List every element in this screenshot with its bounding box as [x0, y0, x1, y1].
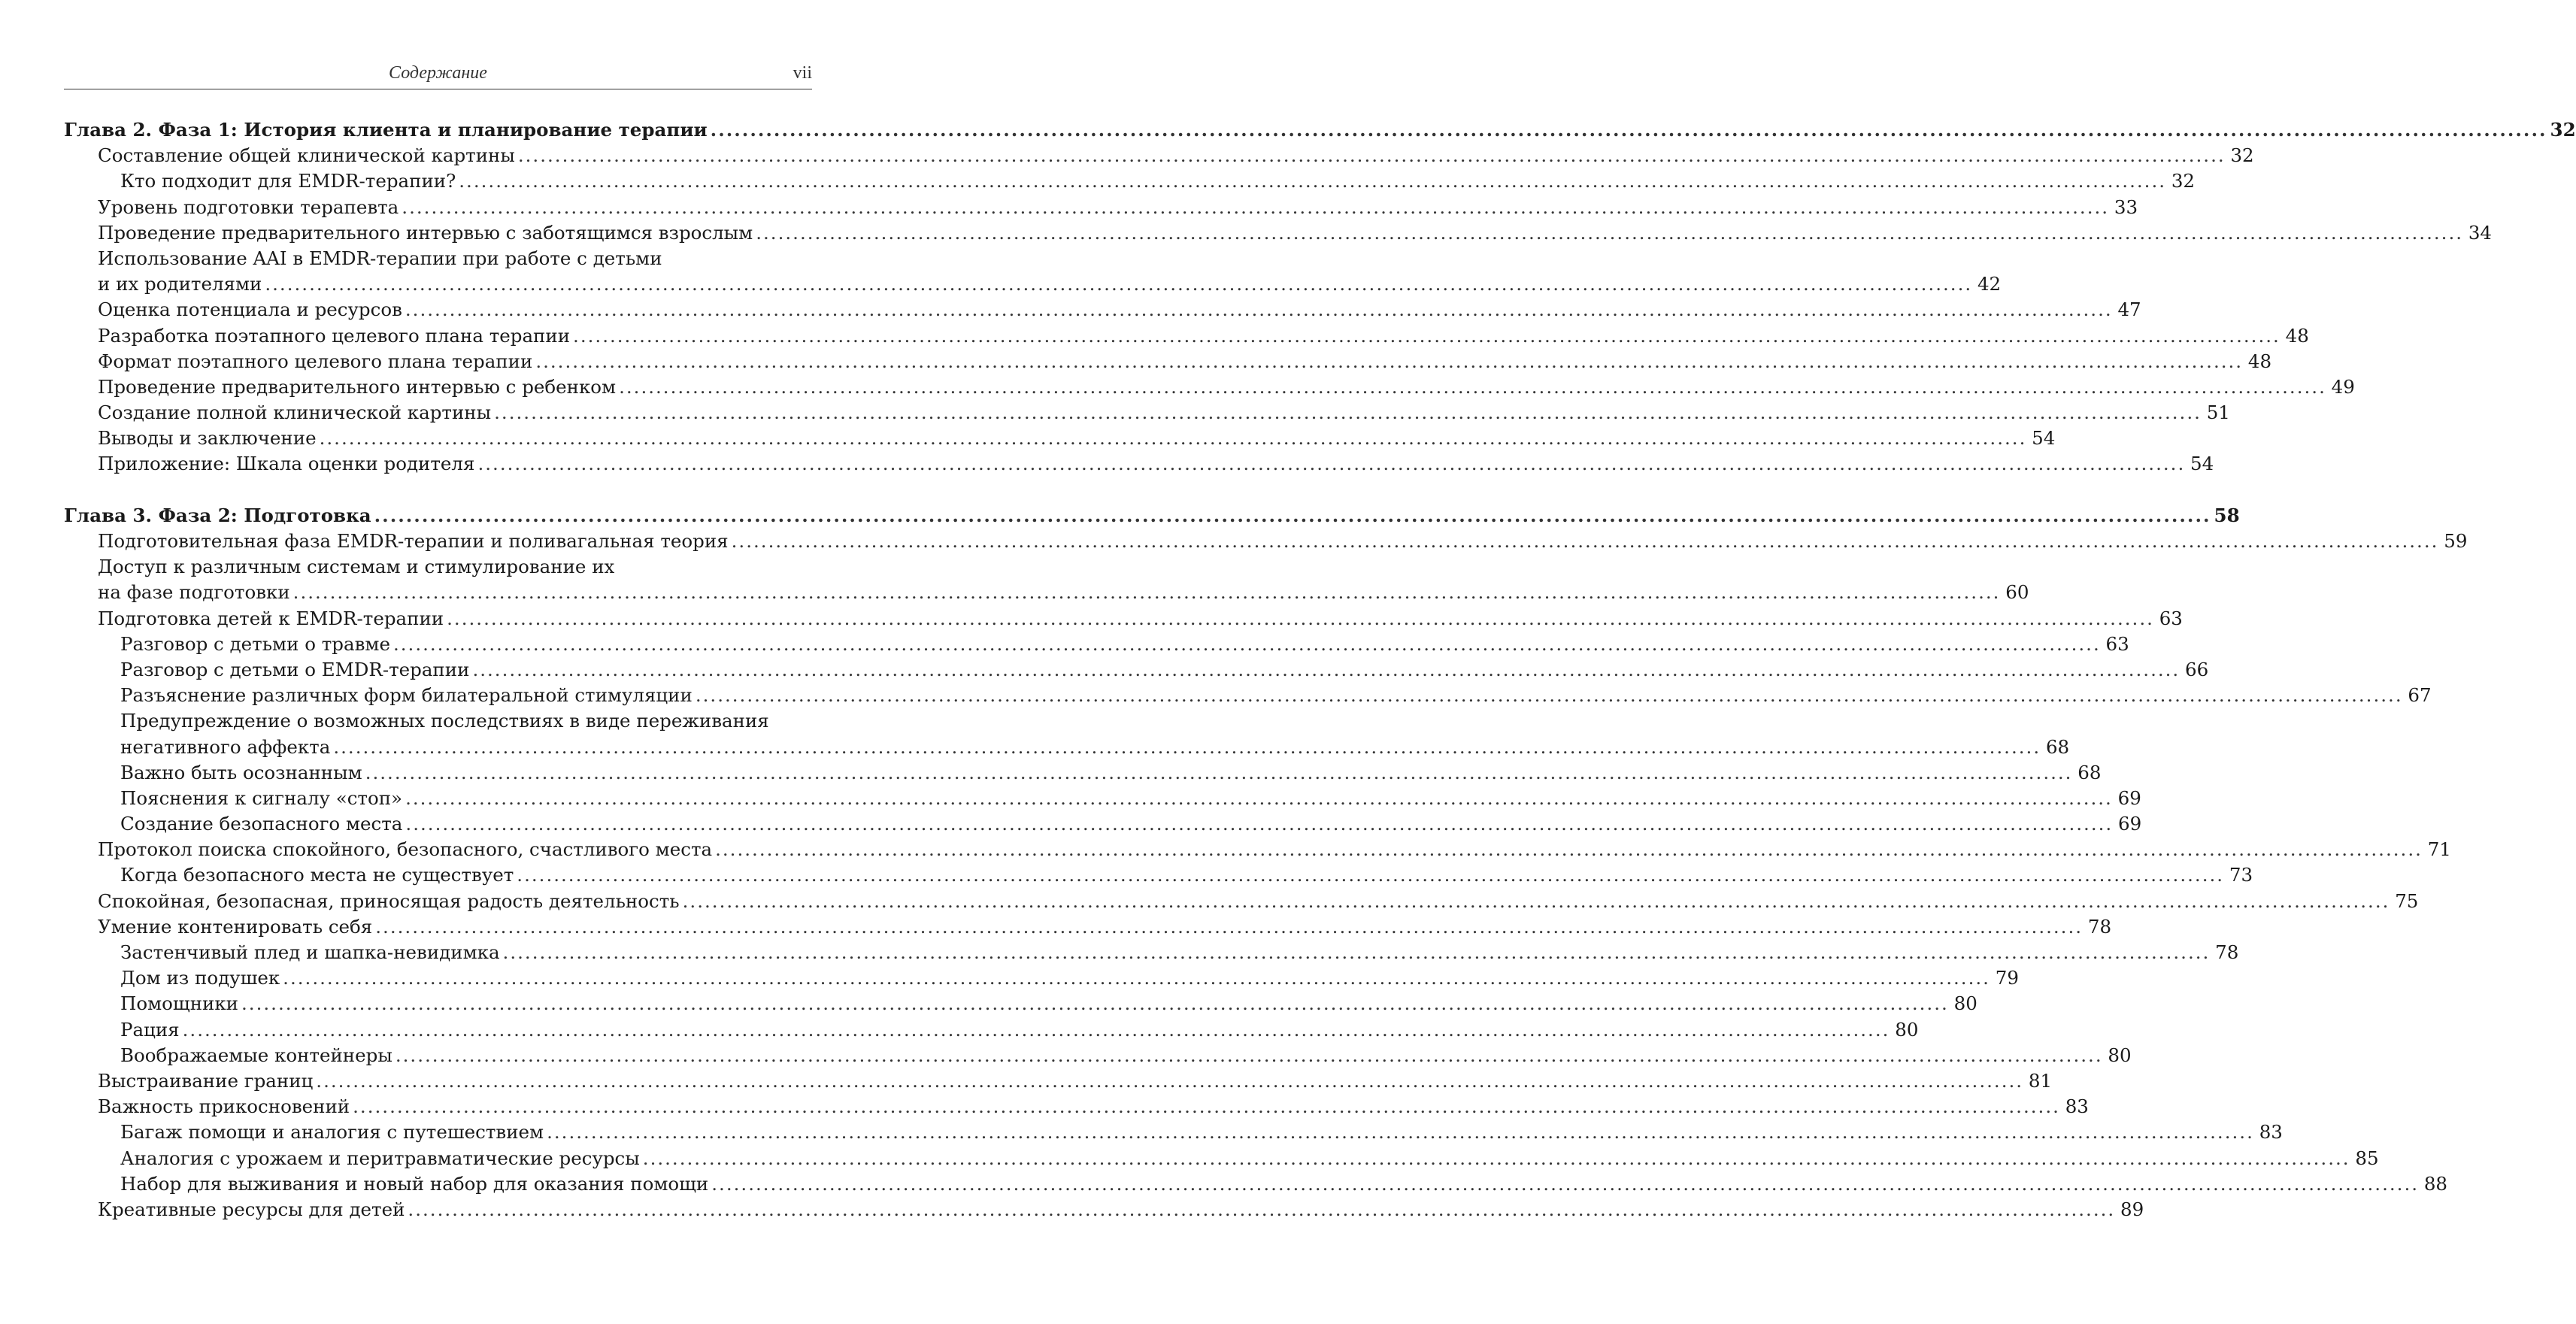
toc-entry-title: Составление общей клинической картины	[98, 144, 515, 167]
toc-entry[interactable]	[64, 529, 2468, 554]
dot-leader	[393, 632, 2101, 657]
toc-entry-page: 47	[2117, 298, 2141, 321]
toc-entry-title: Использование AAI в EMDR-терапии при работе с детьми	[98, 247, 662, 269]
dot-leader	[477, 451, 2185, 477]
dot-leader	[715, 837, 2423, 862]
toc-entry-title: Багаж помощи и аналогия с путешествием	[120, 1121, 544, 1144]
toc-entry-page: 81	[2028, 1069, 2053, 1092]
toc-entry-title: Разработка поэтапного целевого плана терапии	[98, 324, 571, 347]
toc-entry[interactable]	[64, 580, 2029, 605]
dot-leader	[293, 580, 2001, 605]
toc-entry-page: 32	[2171, 170, 2196, 192]
dot-leader	[619, 374, 2326, 400]
toc-entry[interactable]	[64, 1017, 1919, 1043]
toc-entry-title: Набор для выживания и новый набор для оказания помощи	[120, 1172, 709, 1195]
toc-entry[interactable]	[64, 349, 2272, 374]
running-title: Содержание	[389, 63, 487, 83]
toc-entry-page: 42	[1977, 273, 2002, 295]
toc-entry[interactable]	[64, 1146, 2379, 1171]
dot-leader	[494, 400, 2202, 426]
toc-entry[interactable]	[64, 1068, 2053, 1094]
toc-entry[interactable]	[64, 1119, 2283, 1145]
dot-leader	[518, 143, 2226, 168]
toc-entry[interactable]	[64, 735, 2070, 760]
toc-entry-page: 75	[2395, 889, 2419, 912]
dot-leader	[241, 991, 1949, 1016]
toc-entry-title: Помощники	[120, 992, 239, 1015]
toc-entry-title: Выводы и заключение	[98, 427, 317, 450]
toc-entry[interactable]	[64, 143, 2254, 168]
toc-entry-title: Выстраивание границ	[98, 1069, 314, 1092]
table-of-contents	[64, 117, 2576, 1223]
toc-entry-title: Пояснения к сигналу «стоп»	[120, 786, 403, 809]
dot-leader	[517, 862, 2224, 888]
dot-leader	[535, 349, 2243, 374]
toc-entry-title: на фазе подготовки	[98, 581, 290, 604]
toc-entry-title: Кто подходит для EMDR-терапии?	[120, 170, 456, 192]
toc-entry-page: 63	[2159, 607, 2183, 629]
dot-leader	[183, 1017, 1890, 1043]
dot-leader	[365, 760, 2073, 786]
toc-entry[interactable]	[64, 323, 2309, 349]
dot-leader	[573, 323, 2281, 349]
toc-entry-title: негативного аффекта	[120, 735, 331, 758]
toc-entry-title: Разговор с детьми о травме	[120, 632, 390, 655]
toc-entry-title: Важно быть осознанным	[120, 761, 362, 783]
dot-leader	[405, 297, 2113, 323]
dot-leader	[547, 1119, 2254, 1145]
toc-entry[interactable]	[64, 683, 2432, 708]
toc-entry-page: 68	[2077, 761, 2102, 783]
dot-leader	[405, 811, 2113, 837]
toc-entry-title: Приложение: Шкала оценки родителя	[98, 453, 475, 475]
toc-entry[interactable]	[64, 1197, 2144, 1223]
toc-entry-first-line	[64, 554, 783, 580]
toc-entry-title: Подготовка детей к EMDR-терапии	[98, 607, 444, 629]
toc-entry-title: Проведение предварительного интервью с ребенком	[98, 375, 617, 398]
toc-entry-title: Подготовительная фаза EMDR-терапии и поливагальная теория	[98, 530, 729, 552]
dot-leader	[333, 735, 2041, 760]
toc-entry[interactable]	[64, 940, 2239, 965]
toc-entry-page: 83	[2065, 1095, 2089, 1118]
toc-entry-page: 54	[2190, 453, 2214, 475]
toc-entry-page: 48	[2247, 350, 2272, 372]
toc-entry[interactable]	[64, 168, 2196, 194]
toc-entry-title: Создание полной клинической картины	[98, 401, 492, 424]
dot-leader	[374, 503, 2211, 529]
toc-entry-page: 83	[2259, 1121, 2283, 1144]
toc-entry-page: 79	[1995, 967, 2019, 989]
toc-entry[interactable]	[64, 862, 2253, 888]
toc-entry-page: 78	[2087, 915, 2112, 938]
toc-entry[interactable]	[64, 786, 2141, 811]
dot-leader	[316, 1068, 2023, 1094]
toc-entry-page: 85	[2355, 1147, 2379, 1169]
toc-entry[interactable]	[64, 271, 2002, 297]
toc-entry-page: 32	[2550, 119, 2576, 141]
dot-leader	[405, 786, 2113, 811]
toc-entry-title: Предупреждение о возможных последствиях в виде переживания	[120, 710, 769, 732]
toc-entry-title: Умение контенировать себя	[98, 915, 373, 938]
dot-leader	[711, 117, 2547, 143]
toc-entry-page: 69	[2118, 813, 2142, 835]
toc-entry-title: Когда безопасного места не существует	[120, 864, 514, 886]
toc-entry-title: и их родителями	[98, 273, 262, 295]
toc-entry-title: Проведение предварительного интервью с заботящимся взрослым	[98, 221, 753, 244]
dot-leader	[472, 657, 2180, 683]
toc-entry-page: 66	[2185, 658, 2209, 680]
toc-entry[interactable]	[64, 451, 2214, 477]
toc-entry[interactable]	[64, 1094, 2089, 1119]
toc-entry[interactable]	[64, 632, 2129, 657]
toc-entry-title: Формат поэтапного целевого плана терапии	[98, 350, 533, 372]
dot-leader	[643, 1146, 2350, 1171]
toc-entry-page: 33	[2114, 195, 2138, 218]
dot-leader	[408, 1197, 2115, 1223]
toc-entry[interactable]	[64, 1171, 2448, 1197]
toc-entry-page: 80	[2108, 1044, 2132, 1066]
toc-entry-page: 89	[2120, 1198, 2144, 1220]
dot-leader	[320, 426, 2027, 451]
dot-leader	[265, 271, 1972, 297]
toc-entry-page: 69	[2117, 786, 2141, 809]
dot-leader	[395, 1043, 2103, 1068]
toc-entry-title: Доступ к различным системам и стимулирование их	[98, 556, 615, 578]
toc-entry[interactable]	[64, 811, 2142, 837]
toc-entry-title: Создание безопасного места	[120, 813, 403, 835]
toc-entry-title: Протокол поиска спокойного, безопасного, счастливого места	[98, 838, 713, 861]
toc-chapter-entry[interactable]	[64, 117, 2576, 143]
dot-leader	[283, 965, 1990, 991]
toc-entry[interactable]	[64, 374, 2355, 400]
toc-entry-page: 54	[2032, 427, 2056, 450]
toc-entry-first-line	[64, 708, 783, 734]
toc-entry-page: 63	[2105, 632, 2129, 655]
toc-entry[interactable]	[64, 1043, 2132, 1068]
toc-entry-title: Важность прикосновений	[98, 1095, 350, 1118]
toc-entry[interactable]	[64, 297, 2141, 323]
toc-entry-page: 58	[2214, 504, 2240, 526]
toc-entry[interactable]	[64, 889, 2419, 914]
toc-entry-page: 80	[1895, 1018, 1919, 1041]
toc-entry[interactable]	[64, 426, 2056, 451]
toc-entry[interactable]	[64, 195, 2138, 220]
dot-leader	[402, 195, 2109, 220]
toc-entry-title: Воображаемые контейнеры	[120, 1044, 392, 1066]
toc-entry-first-line	[64, 246, 783, 271]
running-header	[64, 59, 812, 89]
toc-chapter-entry[interactable]	[64, 503, 2240, 529]
toc-entry-title: Застенчивый плед и шапка-невидимка	[120, 941, 500, 963]
toc-entry-page: 48	[2285, 324, 2309, 347]
toc-entry-title: Глава 2. Фаза 1: История клиента и планирование терапии	[64, 119, 708, 141]
toc-entry[interactable]	[64, 400, 2230, 426]
toc-entry-page: 34	[2468, 221, 2493, 244]
dot-leader	[683, 889, 2390, 914]
dot-leader	[503, 940, 2211, 965]
toc-entry-page: 68	[2045, 735, 2070, 758]
toc-entry-page: 59	[2444, 530, 2468, 552]
toc-entry-title: Спокойная, безопасная, приносящая радость деятельность	[98, 889, 680, 912]
toc-entry-page: 49	[2331, 375, 2355, 398]
toc-entry[interactable]	[64, 991, 1977, 1016]
dot-leader	[375, 914, 2083, 940]
toc-entry-page: 78	[2215, 941, 2239, 963]
toc-entry-page: 88	[2423, 1172, 2448, 1195]
toc-entry-page: 71	[2427, 838, 2451, 861]
toc-entry[interactable]	[64, 657, 2209, 683]
dot-leader	[447, 606, 2154, 632]
toc-entry-page: 51	[2206, 401, 2230, 424]
toc-entry-title: Глава 3. Фаза 2: Подготовка	[64, 504, 371, 526]
dot-leader	[711, 1171, 2419, 1197]
dot-leader	[353, 1094, 2060, 1119]
dot-leader	[459, 168, 2166, 194]
toc-entry-page: 67	[2408, 684, 2432, 707]
toc-entry-title: Дом из подушек	[120, 967, 280, 989]
toc-entry-title: Разговор с детьми о EMDR-терапии	[120, 658, 470, 680]
toc-entry-title: Рация	[120, 1018, 180, 1041]
toc-entry-page: 73	[2229, 864, 2253, 886]
dot-leader	[732, 529, 2439, 554]
toc-entry[interactable]	[64, 760, 2102, 786]
toc-entry-page: 80	[1953, 992, 1977, 1015]
toc-entry-title: Креативные ресурсы для детей	[98, 1198, 405, 1220]
toc-entry-title: Аналогия с урожаем и перитравматические ресурсы	[120, 1147, 640, 1169]
toc-entry-page: 32	[2230, 144, 2254, 167]
toc-entry[interactable]	[64, 914, 2112, 940]
toc-entry-title: Разъяснение различных форм билатеральной стимуляции	[120, 684, 692, 707]
dot-leader	[696, 683, 2403, 708]
toc-entry-page: 60	[2005, 581, 2029, 604]
page-number: vii	[792, 63, 812, 83]
toc-entry[interactable]	[64, 606, 2183, 632]
toc-entry-title: Уровень подготовки терапевта	[98, 195, 399, 218]
toc-entry[interactable]	[64, 837, 2451, 862]
dot-leader	[756, 220, 2463, 246]
toc-entry[interactable]	[64, 220, 2493, 246]
toc-entry[interactable]	[64, 965, 2019, 991]
toc-entry-title: Оценка потенциала и ресурсов	[98, 298, 402, 321]
